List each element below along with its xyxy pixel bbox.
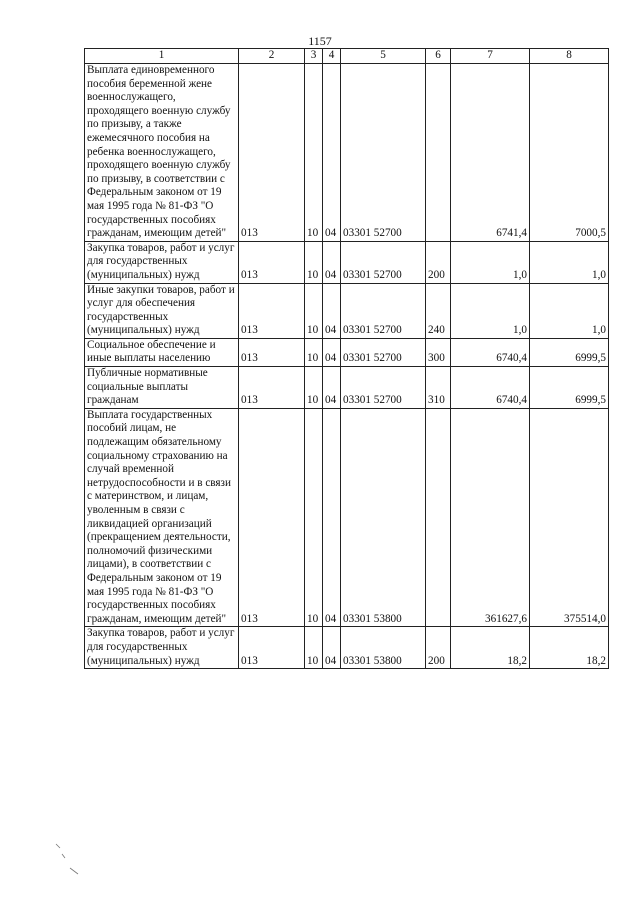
cell-c2: 013 bbox=[239, 241, 305, 283]
cell-c6: 200 bbox=[426, 241, 451, 283]
header-cell: 6 bbox=[426, 49, 451, 64]
row-description: Закупка товаров, работ и услуг для государственных (муниципальных) нужд bbox=[85, 241, 239, 283]
cell-c3: 10 bbox=[305, 367, 323, 409]
row-description: Иные закупки товаров, работ и услуг для обеспечения государственных (муниципальных) нужд bbox=[85, 283, 239, 338]
cell-c7: 1,0 bbox=[451, 241, 530, 283]
cell-c5: 03301 53800 bbox=[341, 627, 426, 669]
cell-c5: 03301 53800 bbox=[341, 408, 426, 627]
cell-c8: 375514,0 bbox=[530, 408, 609, 627]
table-row bbox=[85, 283, 609, 338]
cell-c5: 03301 52700 bbox=[341, 283, 426, 338]
cell-c6: 300 bbox=[426, 338, 451, 366]
cell-c2: 013 bbox=[239, 64, 305, 242]
table-row bbox=[85, 241, 609, 283]
header-cell: 3 bbox=[305, 49, 323, 64]
cell-c5: 03301 52700 bbox=[341, 241, 426, 283]
cell-c3: 10 bbox=[305, 241, 323, 283]
cell-c5: 03301 52700 bbox=[341, 338, 426, 366]
cell-c5: 03301 52700 bbox=[341, 367, 426, 409]
page-number: 1157 bbox=[308, 34, 332, 48]
cell-c4: 04 bbox=[323, 241, 341, 283]
header-cell: 5 bbox=[341, 49, 426, 64]
header-cell: 7 bbox=[451, 49, 530, 64]
cell-c6 bbox=[426, 408, 451, 627]
cell-c2: 013 bbox=[239, 408, 305, 627]
table-row bbox=[85, 408, 609, 627]
cell-c3: 10 bbox=[305, 64, 323, 242]
cell-c8: 6999,5 bbox=[530, 367, 609, 409]
cell-c3: 10 bbox=[305, 627, 323, 669]
cell-c7: 18,2 bbox=[451, 627, 530, 669]
cell-c6: 200 bbox=[426, 627, 451, 669]
cell-c5: 03301 52700 bbox=[341, 64, 426, 242]
table-row bbox=[85, 338, 609, 366]
cell-c2: 013 bbox=[239, 627, 305, 669]
cell-c4: 04 bbox=[323, 408, 341, 627]
cell-c2: 013 bbox=[239, 367, 305, 409]
header-cell: 1 bbox=[85, 49, 239, 64]
cell-c7: 6741,4 bbox=[451, 64, 530, 242]
cell-c8: 1,0 bbox=[530, 241, 609, 283]
cell-c4: 04 bbox=[323, 64, 341, 242]
cell-c2: 013 bbox=[239, 338, 305, 366]
cell-c7: 1,0 bbox=[451, 283, 530, 338]
row-description: Социальное обеспечение и иные выплаты населению bbox=[85, 338, 239, 366]
cell-c6 bbox=[426, 64, 451, 242]
cell-c4: 04 bbox=[323, 367, 341, 409]
cell-c4: 04 bbox=[323, 283, 341, 338]
cell-c3: 10 bbox=[305, 408, 323, 627]
cell-c3: 10 bbox=[305, 283, 323, 338]
header-cell: 2 bbox=[239, 49, 305, 64]
table-header-row bbox=[85, 49, 609, 64]
cell-c8: 18,2 bbox=[530, 627, 609, 669]
cell-c6: 240 bbox=[426, 283, 451, 338]
cell-c8: 7000,5 bbox=[530, 64, 609, 242]
table-row bbox=[85, 367, 609, 409]
budget-table bbox=[84, 48, 609, 669]
cell-c4: 04 bbox=[323, 627, 341, 669]
cell-c4: 04 bbox=[323, 338, 341, 366]
margin-scribble bbox=[52, 838, 92, 878]
row-description: Выплата государственных пособий лицам, не подлежащим обязательному социальному страхованию на случай временной нетрудоспособности и в связи с материнством, и лицам, уволенным в связи с ликвидацией организаций (прекращением деятельности, полномочий физическими лицами), в соответствии с Федеральным законом от 19 мая 1995 года № 81-ФЗ "О государственных пособиях гражданам, имеющим детей" bbox=[85, 408, 239, 627]
row-description: Закупка товаров, работ и услуг для государственных (муниципальных) нужд bbox=[85, 627, 239, 669]
cell-c2: 013 bbox=[239, 283, 305, 338]
header-cell: 4 bbox=[323, 49, 341, 64]
cell-c7: 6740,4 bbox=[451, 338, 530, 366]
cell-c6: 310 bbox=[426, 367, 451, 409]
table-row bbox=[85, 64, 609, 242]
cell-c8: 6999,5 bbox=[530, 338, 609, 366]
cell-c7: 6740,4 bbox=[451, 367, 530, 409]
table-row bbox=[85, 627, 609, 669]
header-cell: 8 bbox=[530, 49, 609, 64]
cell-c8: 1,0 bbox=[530, 283, 609, 338]
row-description: Выплата единовременного пособия беременной жене военнослужащего, проходящего военную службу по призыву, а также ежемесячного пособия на ребенка военнослужащего, проходящего военную службу по призыву, в соответствии с Федеральным законом от 19 мая 1995 года № 81-ФЗ "О государственных пособиях гражданам, имеющим детей" bbox=[85, 64, 239, 242]
cell-c7: 361627,6 bbox=[451, 408, 530, 627]
row-description: Публичные нормативные социальные выплаты гражданам bbox=[85, 367, 239, 409]
cell-c3: 10 bbox=[305, 338, 323, 366]
